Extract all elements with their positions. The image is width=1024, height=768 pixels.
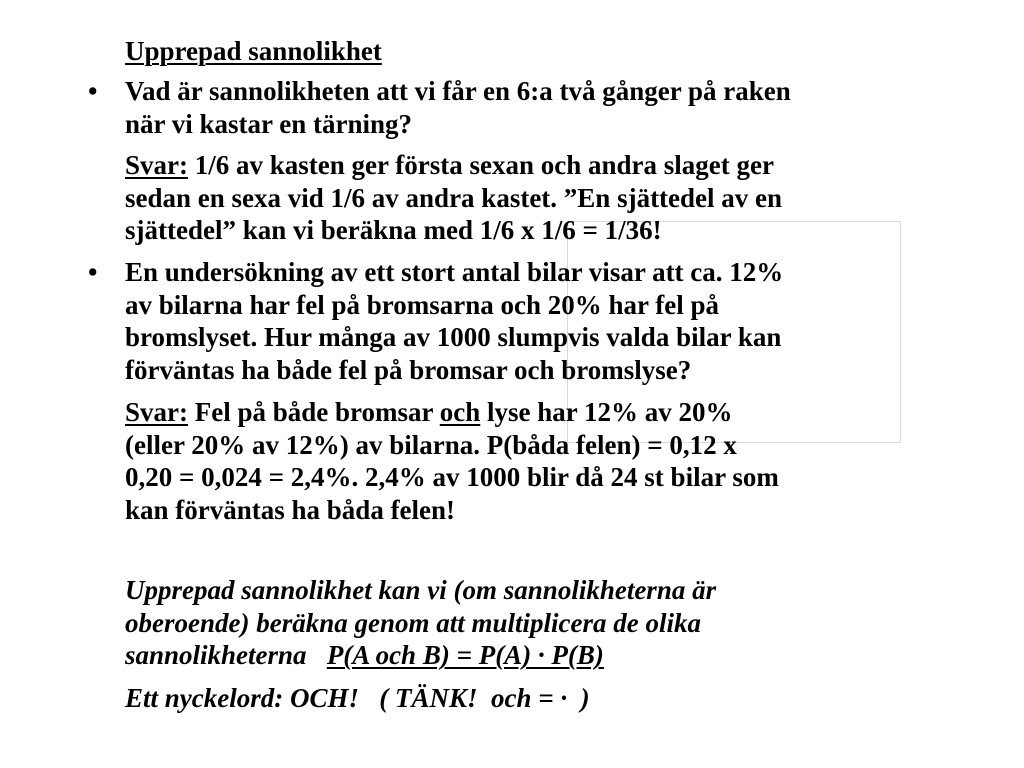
keyword-line: Ett nyckelord: OCH! ( TÄNK! och = · ) bbox=[125, 683, 590, 713]
answer-2-label: Svar: bbox=[125, 397, 188, 427]
answer-1-line-2: sedan en sexa vid 1/6 av andra kastet. ”En sjättedel av en bbox=[125, 182, 783, 213]
answer-2 bbox=[125, 396, 985, 526]
answer-1 bbox=[125, 149, 985, 247]
summary bbox=[125, 574, 985, 672]
summary-line-2: oberoende) beräkna genom att multiplicera de olika bbox=[125, 607, 701, 638]
question-1 bbox=[125, 75, 985, 140]
answer-1-line-1: 1/6 av kasten ger första sexan och andra slaget ger bbox=[188, 150, 774, 180]
bullet-2: • bbox=[88, 257, 98, 287]
answer-1-label: Svar: bbox=[125, 150, 188, 180]
answer-2-och: och bbox=[439, 397, 481, 427]
question-2-line-2: av bilarna har fel på bromsarna och 20% har fel på bbox=[125, 289, 720, 320]
slide-title-text: Upprepad sannolikhet bbox=[125, 36, 382, 66]
answer-2-line-1-post: lyse har 12% av 20% bbox=[480, 397, 733, 427]
bullet-1: • bbox=[88, 76, 98, 106]
summary-line-1: Upprepad sannolikhet kan vi (om sannolikheterna är bbox=[125, 575, 717, 605]
question-1-line-1: Vad är sannolikheten att vi får en 6:a två gånger på raken bbox=[125, 76, 791, 106]
answer-2-line-4: kan förväntas ha båda felen! bbox=[125, 494, 456, 525]
slide-title bbox=[125, 35, 985, 68]
question-2 bbox=[125, 256, 985, 386]
question-2-line-3: bromslyset. Hur många av 1000 slumpvis valda bilar kan bbox=[125, 322, 782, 352]
question-2-line-4: förväntas ha både fel på bromsar och bromslyse? bbox=[125, 354, 692, 385]
formula: P(A och B) = P(A) · P(B) bbox=[326, 640, 604, 670]
answer-2-line-1-pre: Fel på både bromsar bbox=[188, 397, 440, 427]
summary-line-3: sannolikheterna bbox=[125, 640, 327, 670]
answer-2-line-2: (eller 20% av 12%) av bilarna. P(båda felen) = 0,12 x bbox=[125, 429, 737, 460]
question-1-line-2: när vi kastar en tärning? bbox=[125, 108, 413, 139]
question-2-line-1: En undersökning av ett stort antal bilar visar att ca. 12% bbox=[125, 257, 784, 287]
answer-1-line-3: sjättedel” kan vi beräkna med 1/6 x 1/6 = 1/36! bbox=[125, 215, 662, 245]
answer-2-line-3: 0,20 = 0,024 = 2,4%. 2,4% av 1000 blir då 24 st bilar som bbox=[125, 462, 779, 492]
